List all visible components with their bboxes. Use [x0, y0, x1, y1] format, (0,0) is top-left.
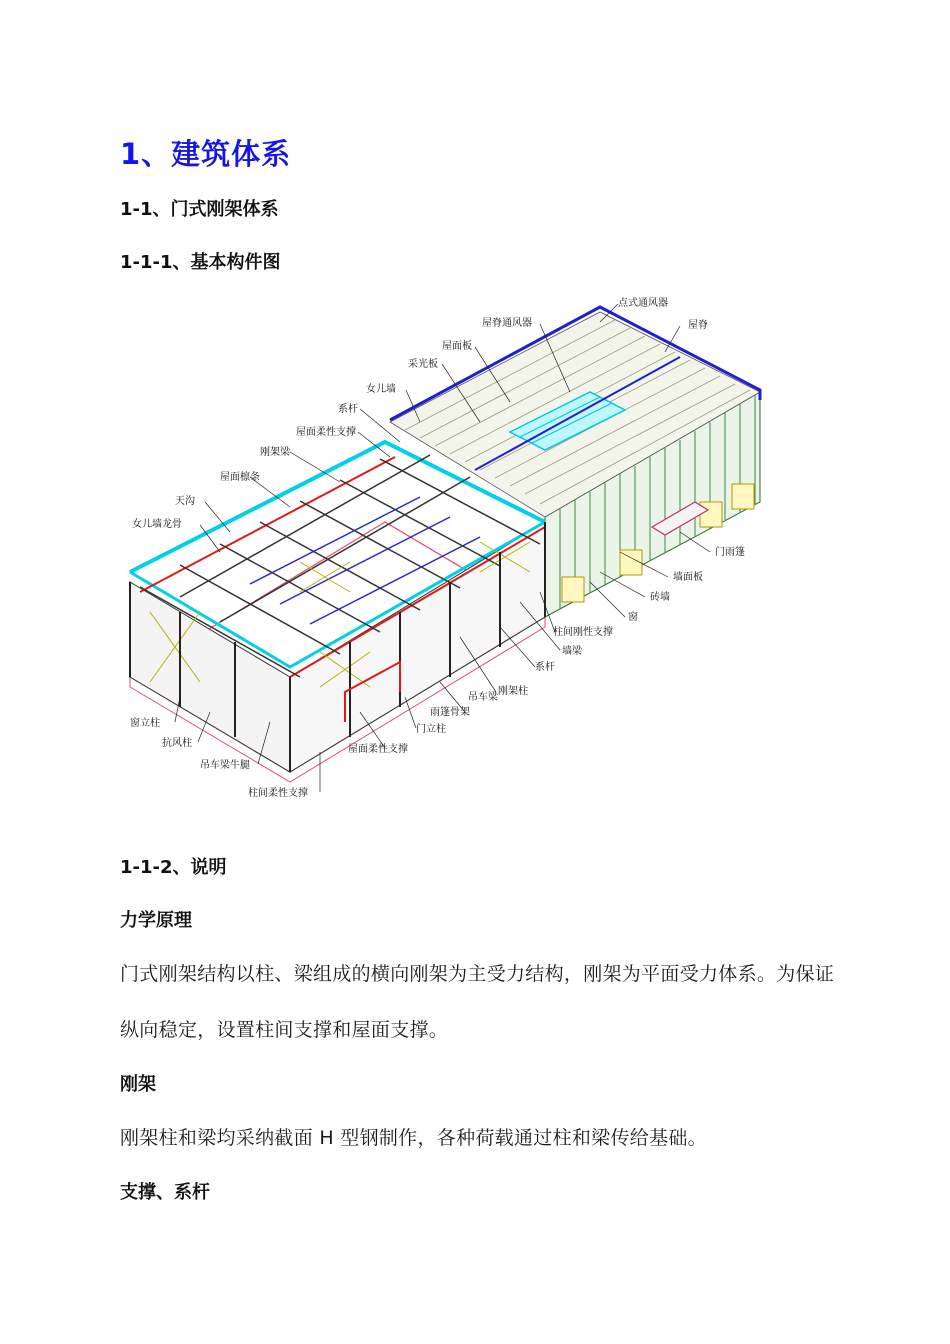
- label-tie-bar-2: 系杆: [535, 662, 555, 673]
- label-gutter: 天沟: [175, 496, 195, 507]
- label-skirting: 砖墙: [650, 592, 670, 603]
- label-skylight: 采光板: [408, 359, 438, 370]
- label-roof-flex-brace-top: 屋面柔性支撑: [296, 427, 356, 438]
- heading-bracing: 支撑、系杆: [120, 1182, 210, 1203]
- label-window: 窗: [628, 612, 638, 623]
- paragraph-mechanics-line-1: 门式刚架结构以柱、梁组成的横向刚架为主受力结构，刚架为平面受力体系。为保证: [120, 963, 835, 985]
- label-vent-point: 点式通风器: [618, 298, 668, 309]
- label-ridge-vent: 屋脊通风器: [482, 318, 532, 329]
- paragraph-frame: 刚架柱和梁均采纳截面 H 型钢制作，各种荷载通过柱和梁传给基础。: [120, 1127, 707, 1149]
- label-tie-bar: 系杆: [338, 404, 358, 415]
- label-rigid-column: 刚架柱: [498, 686, 528, 697]
- label-wind-column: 抗风柱: [162, 738, 192, 749]
- label-wall-beam: 墙梁: [562, 646, 582, 657]
- label-crane-beam: 吊车梁: [468, 692, 498, 703]
- label-roof-flex-brace: 屋面柔性支撑: [348, 744, 408, 755]
- label-parapet-keel: 女儿墙龙骨: [132, 519, 182, 530]
- portal-frame-svg: [120, 292, 780, 812]
- label-crane-corbel: 吊车梁牛腿: [200, 760, 250, 771]
- document-title: 1、建筑体系: [120, 137, 292, 171]
- label-door-column: 门立柱: [416, 724, 446, 735]
- label-canopy-frame: 雨篷骨架: [430, 707, 470, 718]
- label-window-column: 窗立柱: [130, 718, 160, 729]
- subsection-heading-components: 1-1-1、基本构件图: [120, 252, 281, 273]
- heading-frame: 刚架: [120, 1074, 156, 1095]
- section-heading: 1-1、门式刚架体系: [120, 199, 279, 220]
- paragraph-mechanics-line-2: 纵向稳定，设置柱间支撑和屋面支撑。: [120, 1019, 449, 1041]
- label-canopy: 门雨篷: [715, 547, 745, 558]
- label-ridge: 屋脊: [688, 320, 708, 331]
- label-roof-panel: 屋面板: [442, 341, 472, 352]
- label-rigid-beam: 刚架梁: [260, 447, 290, 458]
- label-purlin: 屋面檩条: [220, 472, 260, 483]
- label-col-flex-brace: 柱间柔性支撑: [248, 788, 308, 799]
- label-col-rigid-brace: 柱间刚性支撑: [553, 627, 613, 638]
- heading-mechanics: 力学原理: [120, 910, 192, 931]
- label-wall-panel: 墙面板: [673, 572, 703, 583]
- portal-frame-diagram: [120, 292, 780, 812]
- subsection-heading-description: 1-1-2、说明: [120, 857, 227, 878]
- label-parapet: 女儿墙: [366, 384, 396, 395]
